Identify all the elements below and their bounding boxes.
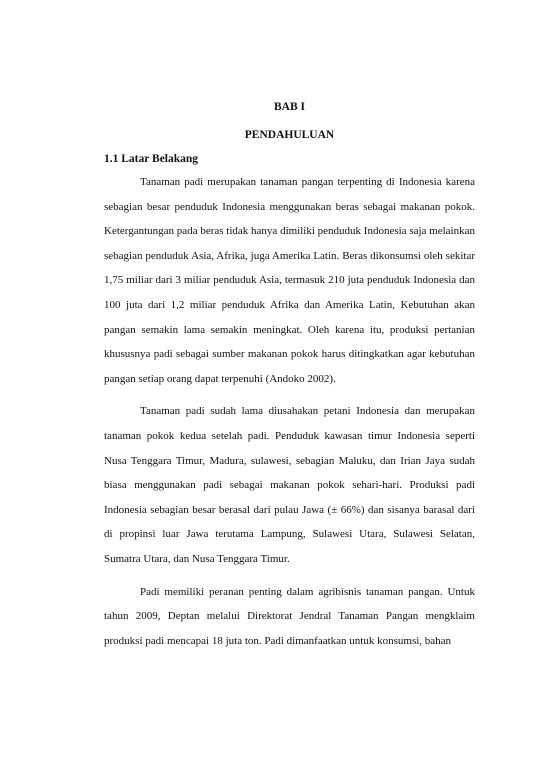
paragraph: Tanaman padi sudah lama diusahakan petani Indonesia dan merupakan tanaman pokok kedua setelah padi. Penduduk kawasan timur Indonesia seperti Nusa Tenggara Timur, Madura, sulawesi, sebagian Maluku, dan Irian Jaya sudah biasa menggunakan padi sebagai makanan pokok sehari-hari. Produksi padi Indonesia sebagian besar berasal dari pulau Jawa (± 66%) dan sisanya barasal dari di propinsi luar Jawa terutama Lampung, Sulawesi Utara, Sulawesi Selatan, Sumatra Utara, dan Nusa Tenggara Timur. bbox=[104, 405, 475, 565]
paragraph: Padi memiliki peranan penting dalam agribisnis tanaman pangan. Untuk tahun 2009, Deptan melalui Direktorat Jendral Tanaman Pangan mengklaim produksi padi mencapai 18 juta ton. Padi dimanfaatkan untuk konsumsi, bahan bbox=[104, 585, 475, 647]
chapter-title: PENDAHULUAN bbox=[244, 129, 335, 141]
paragraph: Tanaman padi merupakan tanaman pangan terpenting di Indonesia karena sebagian besar penduduk Indonesia menggunakan beras sebagai makanan pokok. Ketergantungan pada beras tidak hanya dimiliki penduduk Indonesia saja melainkan sebagian penduduk Asia, Afrika, juga Amerika Latin. Beras dikonsumsi oleh sekitar 1,75 miliar dari 3 miliar penduduk Asia, termasuk 210 juta penduduk Indonesia dan 100 juta dari 1,2 miliar penduduk Afrika dan Amerika Latin, Kebutuhan akan pangan semakin lama semakin meningkat. Oleh karena itu, produksi pertanian khususnya padi sebagai sumber makanan pokok harus ditingkatkan agar kebutuhan pangan setiap orang dapat terpenuhi (Andoko 2002). bbox=[104, 176, 475, 385]
chapter-number: BAB I bbox=[274, 101, 305, 113]
page-content bbox=[104, 100, 475, 653]
section-heading: 1.1 Latar Belakang bbox=[104, 153, 199, 165]
